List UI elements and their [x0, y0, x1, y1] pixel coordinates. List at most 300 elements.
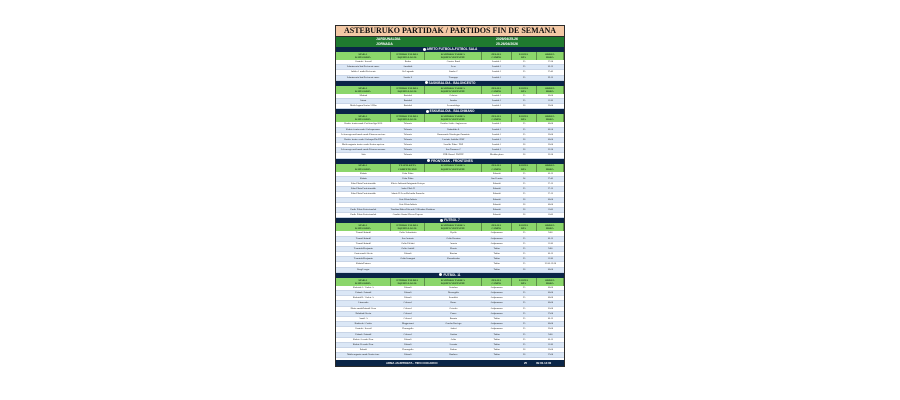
table-cell: Lasalde 1 — [492, 75, 502, 79]
round-date-eu: 2026/04/25-26 — [496, 37, 518, 41]
table-cell: Ondarbitia S. — [447, 127, 460, 131]
table-cell: 25 — [522, 257, 526, 261]
sport-icon — [426, 110, 429, 113]
table-cell: Cornier Rural — [446, 60, 461, 63]
table-cell: Limeruala — [358, 301, 369, 305]
table-cell: 26 — [522, 197, 526, 201]
table-cell: 25 — [522, 327, 526, 331]
section-title: ARETO FUTBOLA-FÚTBOL SALA — [426, 47, 478, 51]
table-cell — [391, 262, 425, 266]
table-cell: Sarako C — [448, 70, 458, 74]
table-cell — [425, 187, 482, 191]
sport-icon — [439, 273, 442, 276]
table-cell: Korrina — [449, 252, 458, 256]
table-cell: 17:15 — [547, 187, 554, 191]
table-cell: Laburtzearia Inst/Preferente mase. — [346, 65, 380, 69]
table-cell: 26 — [522, 153, 526, 157]
table-cell: Eskuaki — [492, 182, 501, 185]
table-cell: Borg Lezgue — [357, 267, 370, 271]
table-cell: 15:00 — [547, 306, 554, 310]
table-cell: 25 — [522, 60, 526, 63]
table-cell: Goibe Sebastiazia — [399, 231, 417, 235]
table-cell: Lexo — [450, 65, 456, 69]
table-cell: Eskuaki — [492, 192, 501, 196]
table-cell: 17:45 — [547, 70, 554, 74]
table-cell: Artijaunaren — [490, 327, 503, 331]
table-cell: Arbiz — [450, 337, 457, 341]
table-cell: Esku Pilota Profesionalak — [351, 187, 376, 191]
table-cell: Dennogalio — [402, 348, 414, 352]
table-cell: Kakaia — [359, 176, 367, 180]
table-cell: Eskuali — [404, 337, 412, 341]
column-header: MAILA KATEGORIA — [336, 52, 391, 60]
table-cell: 25 — [522, 122, 526, 126]
table-cell: Tolosaia — [403, 143, 412, 147]
column-header-row — [336, 278, 564, 286]
table-cell: Maila ongarria emak./Senior fem. — [347, 353, 380, 357]
table-cell: Goiz Pilota Inkisia — [398, 197, 417, 201]
footer-time: 09:00-14:00 — [536, 361, 552, 365]
table-cell: 25 — [522, 291, 526, 294]
table-cell: Colovrel — [403, 301, 412, 305]
table-cell: Tolosaia — [403, 153, 412, 157]
column-header: ZELAIA CAMPO — [482, 52, 512, 60]
table-cell: Emile Pilota Profesionalak — [350, 207, 377, 211]
table-cell: Artijaunaren — [490, 231, 503, 235]
table-cell: Lehenengo mail.mask.emak./Primera asa.fem. — [341, 132, 386, 136]
table-cell: 25 — [522, 246, 526, 250]
sections-container — [336, 47, 564, 358]
table-cell: Barne — [450, 301, 457, 305]
table-cell: 10:00 — [547, 301, 554, 305]
column-header: EGUNA DÍA — [512, 52, 537, 60]
table-cell: Eskuali — [404, 342, 412, 346]
column-header: ORDUA HORA — [537, 114, 564, 122]
page-title: ASTEBURUKO PARTIDAK / PARTIDOS FIN DE SEMANA — [336, 26, 564, 37]
table-cell: Bariobal — [403, 98, 412, 102]
table-cell: 25 — [522, 332, 526, 336]
table-cell: 10:00 — [547, 296, 554, 300]
table-cell: 25 — [522, 187, 526, 191]
table-cell: Gazteneuak/Alevin — [354, 252, 373, 256]
column-header: ORDUA HORA — [537, 52, 564, 60]
table-cell: Tabira — [493, 262, 500, 266]
table-cell: Artijaunaren — [490, 285, 503, 289]
table-cell: Jubiles 1 maila/Preferente — [350, 70, 376, 74]
table-cell: Lezamaldaga — [447, 104, 460, 108]
table-cell: 9:00 — [548, 231, 553, 235]
table-cell: 25 — [522, 316, 526, 320]
table-cell: Eskuaki — [492, 207, 501, 211]
sport-icon — [427, 159, 430, 162]
table-cell: 9:00 — [548, 246, 553, 250]
table-cell: Dennogalio — [447, 291, 459, 294]
table-cell: Infant — [360, 98, 367, 102]
table-cell: Golin Astobil — [401, 246, 415, 250]
table-cell: 16:15 — [547, 171, 554, 175]
table-cell: Lozinde Jaizkibel DSP — [442, 137, 465, 141]
table-cell: Artijaunaren — [490, 291, 503, 294]
table-cell: 10:00 — [547, 197, 554, 201]
table-cell: 25 — [522, 311, 526, 315]
table-cell: Colovrel — [403, 316, 412, 320]
table-cell: Lasalde 1 — [492, 127, 502, 131]
table-cell: Armeta — [449, 241, 457, 245]
table-cell: Kadetak B / Cadete A — [352, 296, 374, 300]
schedule-sheet — [335, 25, 565, 367]
table-cell: 12:30-13:30 — [544, 262, 557, 266]
table-cell: 25 — [522, 236, 526, 240]
table-cell: 25 — [522, 171, 526, 175]
table-cell: Bedua — [404, 60, 411, 63]
table-cell: Artijaunaren — [490, 306, 503, 310]
table-cell: 25 — [522, 75, 526, 79]
column-header: ETXEKO TALDEA EQUIPO LOCAL — [391, 52, 425, 60]
table-cell: Tolosaia — [403, 148, 412, 152]
column-header: MAILA KATEGORIA — [336, 278, 391, 286]
table-cell: Eskuali — [404, 296, 412, 300]
table-cell: Basurrondo Vitorbegun Zumaiaia — [437, 132, 470, 136]
table-cell: Tabira — [493, 246, 500, 250]
table-cell: Kakaia — [359, 171, 367, 175]
round-label-eu: JARDUNALDIA — [376, 37, 401, 41]
column-header: MAILA KATEGORIA — [336, 164, 391, 172]
column-header: EGUNA DÍA — [512, 164, 537, 172]
table-cell: Artijaunaren — [490, 322, 503, 326]
column-header-row — [336, 86, 564, 94]
column-header-row — [336, 114, 564, 122]
column-header: EGUNA DÍA — [512, 223, 537, 231]
table-cell — [425, 182, 482, 186]
table-cell: Tsazbina/Baker/Eskerrak V/Kiraban Pirakinas — [390, 207, 435, 211]
table-cell: Lasalde 1 — [492, 93, 502, 97]
table-cell: 10:00 — [547, 285, 554, 289]
table-cell: 26 — [522, 348, 526, 352]
table-cell: 25 — [522, 296, 526, 300]
table-cell: Txantel/Infantil — [355, 231, 371, 235]
table-cell: 19:15 — [547, 75, 554, 79]
table-cell: 10:00 — [547, 202, 554, 206]
table-cell: San Antonio — [401, 236, 414, 240]
column-header: TXAPELKETA COMPETICIÓN — [391, 164, 425, 172]
table-cell: 25 — [522, 285, 526, 289]
table-row — [336, 353, 564, 358]
section-title: ESKUBALOIA - BALONMANO — [429, 109, 475, 114]
table-cell: 12:00 — [547, 348, 554, 352]
table-cell: 10:00 — [547, 322, 554, 326]
table-cell: 17:00 — [547, 353, 554, 357]
footer-day: 25 — [524, 361, 528, 365]
table-cell: Tolosaia — [403, 132, 412, 136]
table-cell: Eskuali — [404, 291, 412, 294]
table-cell: Gazteak / Juvenil — [355, 60, 372, 63]
table-cell: Esku Pilota Profesionalak — [351, 192, 376, 196]
table-cell: Lasalde 1 — [492, 137, 502, 141]
table-cell: Kadeteak / Cadete — [354, 322, 373, 326]
footer-activity: ARMA JAURTIKETA - TIRO CON ARCO — [386, 361, 438, 365]
table-cell: 12:00 — [547, 327, 554, 331]
table-cell: 10:15 — [547, 316, 554, 320]
table-cell: 25 — [522, 98, 526, 102]
column-header: ORDUA HORA — [537, 223, 564, 231]
column-header: KANPOKO TALDEA EQUIPO VISITANTE — [425, 114, 482, 122]
table-cell: Golin Boxatua — [446, 236, 461, 240]
footer-bar — [336, 360, 564, 366]
table-cell: DHL Bancel FR/DFP — [443, 153, 464, 157]
table-cell: Esku Pilota Profesionalak — [351, 182, 376, 185]
table-cell: Ekoiz amaki/Infantil Gozo — [350, 306, 377, 310]
table-cell: Korzaletzaka — [447, 257, 460, 261]
table-cell: Tabira — [493, 332, 500, 336]
table-cell: 26 — [522, 104, 526, 108]
table-cell: 24 — [522, 176, 526, 180]
table-cell: 11:00 — [547, 213, 553, 217]
table-cell: 26 — [522, 267, 526, 271]
table-cell: Sarako S — [403, 75, 413, 79]
table-cell: San Fermin — [491, 176, 503, 180]
table-cell — [425, 198, 482, 202]
table-cell: Colovrel — [403, 311, 412, 315]
table-cell: Andrei — [450, 327, 457, 331]
round-label-es: JORNADA — [376, 41, 393, 46]
table-cell: Colovrel — [403, 332, 412, 336]
table-cell: Artijaunaren — [490, 301, 503, 305]
table-cell: Txuruppe — [448, 75, 459, 79]
round-date-es: 25-26/04/2026 — [496, 41, 518, 46]
table-cell: Medaka plaza — [490, 153, 504, 157]
table-cell: 25 — [522, 262, 526, 266]
table-cell: Txantel/Infantil — [355, 236, 371, 240]
table-cell: 10:00 — [547, 267, 554, 271]
column-header: ORDUA HORA — [537, 278, 564, 286]
table-cell: 12:00 — [547, 132, 554, 136]
table-cell — [336, 203, 391, 207]
table-cell: Kadete femin. emak./Cad.mpa.Dis.DF1 — [344, 137, 383, 141]
sport-icon — [440, 219, 443, 222]
table-cell: 26 — [522, 137, 526, 141]
table-cell: 11:00 — [547, 207, 553, 211]
table-cell: Tolosaia — [403, 122, 412, 126]
table-cell: Lehenengo mail.mask.emak./Primera asa.mas. — [341, 148, 386, 152]
table-cell: 10:15 — [547, 337, 554, 341]
table-cell: 17:30 — [547, 60, 554, 63]
column-header: ZELAIA CAMPO — [482, 114, 512, 122]
table-cell: Tabira — [493, 257, 500, 261]
table-cell: 25 — [522, 252, 526, 256]
section-title: FÚTBOL 11 — [443, 272, 461, 277]
table-cell: 26 — [522, 143, 526, 147]
table-cell: Lasalde 1 — [492, 60, 502, 63]
table-cell: Esku Pilota — [402, 171, 414, 175]
column-header: ETXEKO TALDEA EQUIPO LOCAL — [391, 278, 425, 286]
table-cell: Lasalde 1 — [492, 132, 502, 136]
table-cell: 25 — [522, 337, 526, 341]
section-title: FRONTOIAK - FRONTONES — [431, 158, 473, 163]
table-cell: 16:15 — [547, 65, 554, 69]
column-header: ETXEKO TALDEA EQUIPO LOCAL — [391, 86, 425, 94]
table-cell: 26 — [522, 148, 526, 152]
table-cell: Kadete femin.emak./Cad.mpa.mase. — [346, 127, 381, 131]
table-cell: 25 — [522, 65, 526, 69]
table-cell: Lasalde 1 — [492, 148, 502, 152]
table-cell: Dennogalio — [402, 327, 414, 331]
table-cell: Tabira — [493, 316, 500, 320]
table-cell: Elorrio — [450, 246, 457, 250]
sport-icon — [423, 48, 426, 51]
table-cell: Eskuaki — [492, 202, 501, 206]
table-cell: Kadete femin.emak./Cad.fem.liga 2016 — [344, 122, 383, 126]
table-cell: Tolosaia — [403, 127, 412, 131]
table-cell: Lasalde 1 — [492, 104, 502, 108]
table-cell: Txanteak/Benjamin — [353, 246, 373, 250]
table-cell: Basurto — [449, 316, 458, 320]
table-cell: Sestabax — [449, 285, 458, 289]
column-header: KANPOKO TALDEA EQUIPO VISITANTE — [425, 52, 482, 60]
section-title: FUTBOL 7 — [444, 218, 460, 223]
table-cell: 10:15 — [547, 252, 554, 256]
table-cell: Eskuali — [404, 285, 412, 289]
table-cell: 17:15 — [547, 182, 554, 185]
column-header: MAILA KATEGORIA — [336, 114, 391, 122]
column-header: ETXEKO TALDEA EQUIPO LOCAL — [391, 114, 425, 122]
column-header: KANPOKO TALDEA EQUIPO VISITANTE — [425, 223, 482, 231]
table-cell: Eskuaki — [492, 213, 501, 217]
table-cell: 10:00 — [547, 93, 554, 97]
table-cell: Cuadrit Abusto/Ulrerre/Esperor — [392, 213, 423, 217]
table-cell — [425, 268, 482, 272]
table-cell: Esku Pilota — [402, 176, 414, 180]
table-cell: Laburtzearia Inst/Preferente mase. — [346, 75, 380, 79]
table-cell: Gu Lagunak — [401, 70, 414, 74]
table-cell: 25 — [522, 306, 526, 310]
column-header: ZELAIA CAMPO — [482, 278, 512, 286]
table-cell: Gazteak / Juvenil — [355, 327, 372, 331]
table-cell: Pauso — [450, 311, 457, 315]
table-cell: Maila Jaguna/Senior 3 Elka — [350, 104, 377, 108]
table-cell: Iruraka — [449, 98, 457, 102]
table-cell: Golin Ulebini — [401, 241, 415, 245]
table-cell: Lasalde 1 — [492, 65, 502, 69]
table-cell: 11:30 — [547, 342, 553, 346]
table-cell: 25 — [522, 70, 526, 74]
table-cell: 11:30 — [547, 257, 553, 261]
table-cell: Kadete B emak./Fem. — [352, 342, 374, 346]
column-header-row — [336, 52, 564, 60]
table-cell — [336, 198, 391, 202]
column-header-row — [336, 223, 564, 231]
table-cell: 9:00 — [548, 332, 553, 336]
table-cell: Arabe Pilak II — [401, 187, 415, 191]
table-cell: Eskuak / Infantil — [355, 332, 372, 336]
table-cell: 13:30 — [547, 148, 554, 152]
table-cell: Tabira — [493, 252, 500, 256]
column-header: EGUNA DÍA — [512, 278, 537, 286]
round-header — [336, 37, 564, 47]
table-cell — [391, 268, 425, 272]
table-cell: Goiz Pilota Inkisia — [398, 202, 417, 206]
table-cell: Markak — [359, 93, 368, 97]
table-cell: Orsieko Arizk.-Angiacxean — [440, 122, 467, 126]
table-cell — [425, 208, 482, 212]
table-cell: Padora — [450, 348, 457, 352]
section-title: SASKIBALOIA - BALONCESTO — [428, 80, 476, 85]
table-cell: Arrasbide — [403, 65, 413, 69]
table-cell: Tabira — [493, 267, 500, 271]
table-cell: 10:15 — [547, 236, 554, 240]
column-header: ETXEKO TALDEA EQUIPO LOCAL — [391, 223, 425, 231]
table-cell: 26 — [522, 207, 526, 211]
sport-icon — [425, 81, 428, 84]
table-cell: Lasalde 1 — [492, 143, 502, 147]
table-cell: 10:00 — [547, 122, 554, 126]
table-cell: Nabaltak/Alevin — [355, 311, 372, 315]
table-cell — [425, 192, 482, 196]
table-cell: Kadetak A / Cadete A — [353, 285, 374, 289]
table-cell: Artijaunaren — [490, 296, 503, 300]
table-cell: San Tomacen C — [445, 148, 461, 152]
table-cell: 12:00 — [547, 104, 554, 108]
table-cell: Mogpetxauf — [401, 322, 414, 326]
table-cell: Eskuali — [359, 348, 367, 352]
table-cell: Eskuaki — [492, 187, 501, 191]
table-cell: 25 — [522, 231, 526, 235]
table-cell: Tolosaia — [403, 137, 412, 141]
table-cell: Aduriz II /Lezo/Baleudin Ensuerbe — [390, 192, 425, 196]
table-cell: 11:30 — [547, 98, 553, 102]
table-cell: 12:00 — [547, 143, 554, 147]
column-header: KANPOKO TALDEA EQUIPO VISITANTE — [425, 86, 482, 94]
column-header: EGUNA DÍA — [512, 86, 537, 94]
table-cell: 25 — [522, 241, 526, 245]
table-cell: 10:00 — [547, 291, 554, 294]
table-cell: 11:30 — [547, 241, 553, 245]
table-cell: Lasalde 1 — [492, 98, 502, 102]
table-cell: 25 — [522, 192, 526, 196]
column-header: KANPOKO TALDEA EQUIPO VISITANTE — [425, 278, 482, 286]
table-cell: 17:00 — [547, 311, 554, 315]
table-cell: Eskuaki — [492, 171, 501, 175]
table-cell — [425, 203, 482, 207]
table-cell: Serndolet — [448, 296, 458, 300]
table-cell: 12:30 — [547, 153, 554, 157]
table-cell: Colovrel — [403, 306, 412, 310]
table-cell: 25 — [522, 322, 526, 326]
table-cell: Amail. A — [358, 316, 368, 320]
table-cell: Cortina — [449, 332, 457, 336]
table-cell: Tabira — [493, 353, 500, 357]
table-cell: 26 — [522, 213, 526, 217]
table-cell: Txantel/Infantil — [355, 241, 371, 245]
table-cell: Lezania — [449, 342, 458, 346]
table-cell: Golin Irrungazi — [400, 257, 416, 261]
table-cell: Kadete A emak./Fem. — [353, 337, 374, 341]
table-cell: 26 — [522, 202, 526, 206]
table-cell: Artijaunaren — [490, 311, 503, 315]
table-cell: 17:45 — [547, 176, 554, 180]
table-cell: Lasalde Zibar / DSP — [443, 143, 464, 147]
table-cell: Maila ongarria femin. emak./Senior mp.fem. — [341, 143, 385, 147]
table-cell: Gruchu Bociegu — [445, 322, 462, 326]
table-cell: Getxeko — [449, 306, 458, 310]
table-cell: 17:15 — [547, 192, 554, 196]
table-cell: Eskualt — [404, 252, 412, 256]
table-cell: 10:50 — [547, 127, 554, 131]
table-cell: Emile Pilota Profesionalak — [350, 213, 377, 217]
table-cell: Kakaia/Futurea — [355, 262, 371, 266]
table-cell — [425, 177, 482, 181]
column-header: MAILA KATEGORIA — [336, 223, 391, 231]
column-header: ZELAIA CAMPO — [482, 223, 512, 231]
